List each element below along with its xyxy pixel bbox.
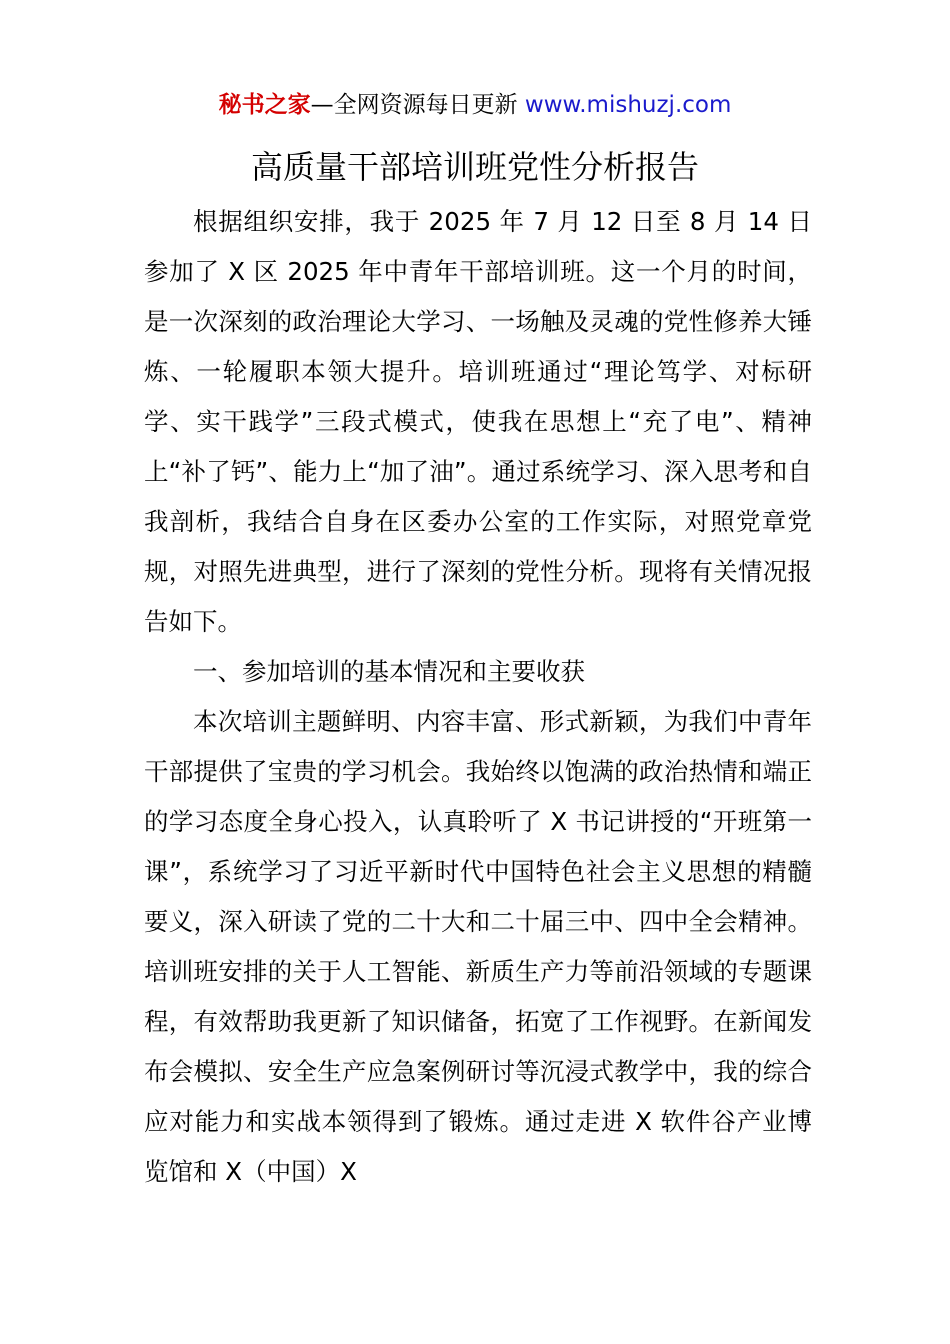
document-body	[144, 197, 812, 1197]
paragraph-training: 本次培训主题鲜明、内容丰富、形式新颖，为我们中青年干部提供了宝贵的学习机会。我始终以饱满的政治热情和端正的学习态度全身心投入，认真聆听了 X 书记讲授的“开班第一课”，系统学习了习近平新时代中国特色社会主义思想的精髓要义，深入研读了党的二十大和二十届三中、四中全会精神。培训班安排的关于人工智能、新质生产力等前沿领域的专题课程，有效帮助我更新了知识储备，拓宽了工作视野。在新闻发布会模拟、安全生产应急案例研讨等沉浸式教学中，我的综合应对能力和实战本领得到了锻炼。通过走进 X 软件谷产业博览馆和 X（中国）X	[144, 707, 812, 1186]
site-brand: 秘书之家	[218, 92, 311, 118]
paragraph-intro: 根据组织安排，我于 2025 年 7 月 12 日至 8 月 14 日参加了 X 区 2025 年中青年干部培训班。这一个月的时间，是一次深刻的政治理论大学习、一场触及灵魂的党性修养大锤炼、一轮履职本领大提升。培训班通过“理论笃学、对标研学、实干践学”三段式模式，使我在思想上“充了电”、精神上“补了钙”、能力上“加了油”。通过系统学习、深入思考和自我剖析，我结合自身在区委办公室的工作实际，对照党章党规，对照先进典型，进行了深刻的党性分析。现将有关情况报告如下。	[144, 207, 812, 636]
document-title: 高质量干部培训班党性分析报告	[250, 148, 699, 186]
site-url: www.mishuzj.com	[524, 92, 732, 118]
site-header	[0, 90, 950, 120]
site-tagline: —全网资源每日更新	[310, 92, 525, 118]
section-heading: 一、参加培训的基本情况和主要收获	[193, 657, 585, 686]
